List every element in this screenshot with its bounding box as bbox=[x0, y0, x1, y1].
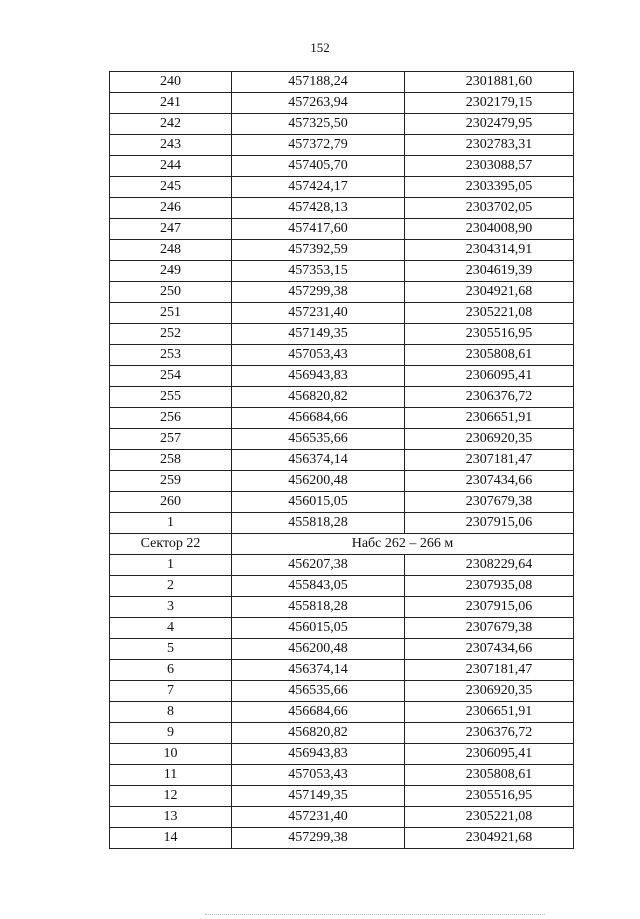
y-coordinate-cell: 2302479,95 bbox=[405, 114, 574, 135]
y-coordinate-cell: 2307935,08 bbox=[405, 576, 574, 597]
point-number-cell: 13 bbox=[110, 807, 232, 828]
table-row bbox=[110, 324, 574, 345]
point-number-cell: 7 bbox=[110, 681, 232, 702]
x-coordinate-cell: 457424,17 bbox=[232, 177, 405, 198]
sector-label: Сектор 22 bbox=[110, 534, 232, 555]
y-coordinate-cell: 2307434,66 bbox=[405, 639, 574, 660]
y-coordinate-cell: 2306376,72 bbox=[405, 387, 574, 408]
point-number-cell: 1 bbox=[110, 555, 232, 576]
x-coordinate-cell: 457428,13 bbox=[232, 198, 405, 219]
x-coordinate-cell: 457231,40 bbox=[232, 807, 405, 828]
table-row bbox=[110, 723, 574, 744]
point-number-cell: 249 bbox=[110, 261, 232, 282]
table-row bbox=[110, 387, 574, 408]
table-row bbox=[110, 828, 574, 849]
table-row bbox=[110, 282, 574, 303]
point-number-cell: 254 bbox=[110, 366, 232, 387]
table-row bbox=[110, 93, 574, 114]
y-coordinate-cell: 2306095,41 bbox=[405, 366, 574, 387]
point-number-cell: 9 bbox=[110, 723, 232, 744]
table-row bbox=[110, 219, 574, 240]
table-row bbox=[110, 576, 574, 597]
x-coordinate-cell: 456207,38 bbox=[232, 555, 405, 576]
table-row bbox=[110, 639, 574, 660]
y-coordinate-cell: 2301881,60 bbox=[405, 72, 574, 93]
point-number-cell: 11 bbox=[110, 765, 232, 786]
y-coordinate-cell: 2307915,06 bbox=[405, 597, 574, 618]
point-number-cell: 253 bbox=[110, 345, 232, 366]
point-number-cell: 259 bbox=[110, 471, 232, 492]
table-row bbox=[110, 765, 574, 786]
x-coordinate-cell: 457299,38 bbox=[232, 828, 405, 849]
point-number-cell: 247 bbox=[110, 219, 232, 240]
y-coordinate-cell: 2306651,91 bbox=[405, 408, 574, 429]
point-number-cell: 251 bbox=[110, 303, 232, 324]
x-coordinate-cell: 455843,05 bbox=[232, 576, 405, 597]
y-coordinate-cell: 2307679,38 bbox=[405, 618, 574, 639]
table-row bbox=[110, 597, 574, 618]
table-row bbox=[110, 114, 574, 135]
y-coordinate-cell: 2307679,38 bbox=[405, 492, 574, 513]
x-coordinate-cell: 457405,70 bbox=[232, 156, 405, 177]
point-number-cell: 248 bbox=[110, 240, 232, 261]
point-number-cell: 4 bbox=[110, 618, 232, 639]
table-row bbox=[110, 135, 574, 156]
point-number-cell: 252 bbox=[110, 324, 232, 345]
x-coordinate-cell: 457263,94 bbox=[232, 93, 405, 114]
table-row bbox=[110, 555, 574, 576]
sector-height-note: Набс 262 – 266 м bbox=[232, 534, 574, 555]
y-coordinate-cell: 2305808,61 bbox=[405, 765, 574, 786]
table-row bbox=[110, 702, 574, 723]
table-row bbox=[110, 366, 574, 387]
y-coordinate-cell: 2304921,68 bbox=[405, 282, 574, 303]
x-coordinate-cell: 457372,79 bbox=[232, 135, 405, 156]
x-coordinate-cell: 456374,14 bbox=[232, 450, 405, 471]
y-coordinate-cell: 2305221,08 bbox=[405, 303, 574, 324]
x-coordinate-cell: 456374,14 bbox=[232, 660, 405, 681]
y-coordinate-cell: 2303702,05 bbox=[405, 198, 574, 219]
x-coordinate-cell: 456015,05 bbox=[232, 492, 405, 513]
table-row bbox=[110, 177, 574, 198]
y-coordinate-cell: 2306376,72 bbox=[405, 723, 574, 744]
point-number-cell: 258 bbox=[110, 450, 232, 471]
y-coordinate-cell: 2303088,57 bbox=[405, 156, 574, 177]
table-row bbox=[110, 660, 574, 681]
x-coordinate-cell: 457053,43 bbox=[232, 345, 405, 366]
x-coordinate-cell: 457325,50 bbox=[232, 114, 405, 135]
point-number-cell: 14 bbox=[110, 828, 232, 849]
table-row bbox=[110, 450, 574, 471]
x-coordinate-cell: 456200,48 bbox=[232, 471, 405, 492]
point-number-cell: 3 bbox=[110, 597, 232, 618]
table-row bbox=[110, 198, 574, 219]
y-coordinate-cell: 2307181,47 bbox=[405, 660, 574, 681]
point-number-cell: 255 bbox=[110, 387, 232, 408]
x-coordinate-cell: 456535,66 bbox=[232, 429, 405, 450]
x-coordinate-cell: 456684,66 bbox=[232, 408, 405, 429]
point-number-cell: 2 bbox=[110, 576, 232, 597]
x-coordinate-cell: 456535,66 bbox=[232, 681, 405, 702]
table-row bbox=[110, 303, 574, 324]
y-coordinate-cell: 2302783,31 bbox=[405, 135, 574, 156]
y-coordinate-cell: 2305221,08 bbox=[405, 807, 574, 828]
y-coordinate-cell: 2307181,47 bbox=[405, 450, 574, 471]
y-coordinate-cell: 2306920,35 bbox=[405, 429, 574, 450]
x-coordinate-cell: 456820,82 bbox=[232, 723, 405, 744]
table-row bbox=[110, 156, 574, 177]
table-row bbox=[110, 618, 574, 639]
point-number-cell: 246 bbox=[110, 198, 232, 219]
y-coordinate-cell: 2307434,66 bbox=[405, 471, 574, 492]
sector-header bbox=[110, 534, 574, 555]
x-coordinate-cell: 457299,38 bbox=[232, 282, 405, 303]
point-number-cell: 245 bbox=[110, 177, 232, 198]
y-coordinate-cell: 2306651,91 bbox=[405, 702, 574, 723]
table-row bbox=[110, 72, 574, 93]
y-coordinate-cell: 2306920,35 bbox=[405, 681, 574, 702]
table-row bbox=[110, 240, 574, 261]
y-coordinate-cell: 2305808,61 bbox=[405, 345, 574, 366]
x-coordinate-cell: 457417,60 bbox=[232, 219, 405, 240]
y-coordinate-cell: 2306095,41 bbox=[405, 744, 574, 765]
point-number-cell: 244 bbox=[110, 156, 232, 177]
table-row bbox=[110, 408, 574, 429]
table-row bbox=[110, 429, 574, 450]
x-coordinate-cell: 456943,83 bbox=[232, 744, 405, 765]
y-coordinate-cell: 2304008,90 bbox=[405, 219, 574, 240]
x-coordinate-cell: 456200,48 bbox=[232, 639, 405, 660]
point-number-cell: 8 bbox=[110, 702, 232, 723]
y-coordinate-cell: 2305516,95 bbox=[405, 786, 574, 807]
x-coordinate-cell: 455818,28 bbox=[232, 513, 405, 534]
table-row bbox=[110, 744, 574, 765]
table-row bbox=[110, 471, 574, 492]
y-coordinate-cell: 2302179,15 bbox=[405, 93, 574, 114]
x-coordinate-cell: 457231,40 bbox=[232, 303, 405, 324]
page-bottom-divider bbox=[205, 914, 545, 915]
point-number-cell: 1 bbox=[110, 513, 232, 534]
y-coordinate-cell: 2303395,05 bbox=[405, 177, 574, 198]
point-number-cell: 240 bbox=[110, 72, 232, 93]
point-number-cell: 5 bbox=[110, 639, 232, 660]
sector-row bbox=[110, 534, 574, 555]
table-body-before bbox=[110, 72, 574, 534]
x-coordinate-cell: 456820,82 bbox=[232, 387, 405, 408]
point-number-cell: 6 bbox=[110, 660, 232, 681]
x-coordinate-cell: 457149,35 bbox=[232, 786, 405, 807]
point-number-cell: 12 bbox=[110, 786, 232, 807]
x-coordinate-cell: 457053,43 bbox=[232, 765, 405, 786]
table-row bbox=[110, 492, 574, 513]
table-row bbox=[110, 261, 574, 282]
table-row bbox=[110, 345, 574, 366]
table-row bbox=[110, 681, 574, 702]
y-coordinate-cell: 2308229,64 bbox=[405, 555, 574, 576]
point-number-cell: 250 bbox=[110, 282, 232, 303]
x-coordinate-cell: 457353,15 bbox=[232, 261, 405, 282]
x-coordinate-cell: 456684,66 bbox=[232, 702, 405, 723]
y-coordinate-cell: 2304619,39 bbox=[405, 261, 574, 282]
table-row bbox=[110, 513, 574, 534]
page-number: 152 bbox=[310, 40, 330, 55]
point-number-cell: 10 bbox=[110, 744, 232, 765]
y-coordinate-cell: 2307915,06 bbox=[405, 513, 574, 534]
table-row bbox=[110, 786, 574, 807]
x-coordinate-cell: 456015,05 bbox=[232, 618, 405, 639]
x-coordinate-cell: 455818,28 bbox=[232, 597, 405, 618]
table-body-after bbox=[110, 555, 574, 849]
x-coordinate-cell: 456943,83 bbox=[232, 366, 405, 387]
y-coordinate-cell: 2305516,95 bbox=[405, 324, 574, 345]
point-number-cell: 241 bbox=[110, 93, 232, 114]
point-number-cell: 260 bbox=[110, 492, 232, 513]
x-coordinate-cell: 457188,24 bbox=[232, 72, 405, 93]
y-coordinate-cell: 2304314,91 bbox=[405, 240, 574, 261]
x-coordinate-cell: 457149,35 bbox=[232, 324, 405, 345]
coordinates-table bbox=[109, 71, 574, 849]
x-coordinate-cell: 457392,59 bbox=[232, 240, 405, 261]
point-number-cell: 256 bbox=[110, 408, 232, 429]
table-row bbox=[110, 807, 574, 828]
y-coordinate-cell: 2304921,68 bbox=[405, 828, 574, 849]
point-number-cell: 257 bbox=[110, 429, 232, 450]
point-number-cell: 243 bbox=[110, 135, 232, 156]
point-number-cell: 242 bbox=[110, 114, 232, 135]
